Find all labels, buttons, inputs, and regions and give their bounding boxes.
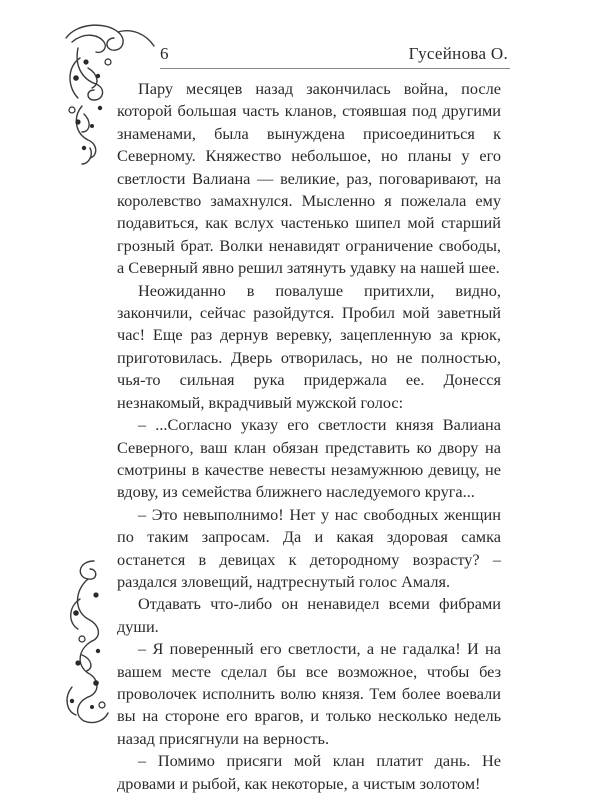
running-head: Гусейнова О.: [408, 44, 508, 63]
paragraph: Пару месяцев назад закончилась война, после которой большая часть кланов, стоявшая под другими знаменами, была вынуждена присоединиться к Северному. Княжество небольшое, но планы у его светлости Валиана — великие, раз, поговаривают, на королевство замахнулся. Мысленно я пожелала ему подавиться, как вслух частенько шипел мой старший грозный брат. Волки ненавидят ограничение свободы, а Северный явно решил затянуть удавку на нашей шее.: [117, 79, 501, 278]
paragraph: – Это невыполнимо! Нет у нас свободных женщин по таким запросам. Да и какая здоровая самка останется в девицах к детородному возрасту? – раздался зловещий, надтреснутый голос Амаля.: [117, 504, 501, 591]
paragraph: – Помимо присяги мой клан платит дань. Не дровами и рыбой, как некоторые, а чистым золотом!: [117, 751, 501, 793]
paragraph: – ...Согласно указу его светлости князя Валиана Северного, ваш клан обязан представить ко двору на смотрины в качестве невесты незамужнюю девицу, не вдову, из семейства ближнего наследуемого круга...: [117, 415, 501, 502]
body-text: [117, 78, 501, 795]
paragraph: Неожиданно в повалуше притихли, видно, закончили, сейчас разойдутся. Пробил мой заветный час! Еще раз дернув веревку, зацепленную за крюк, приготовилась. Дверь отворилась, но не полностью, чья-то сильная рука придержала ее. Донесся незнакомый, вкрадчивый мужской голос:: [117, 280, 501, 412]
header-divider: [160, 68, 510, 69]
paragraph: Отдавать что-либо он ненавидел всеми фибрами души.: [117, 594, 501, 636]
paragraph: – Я поверенный его светлости, а не гадалка! И на вашем месте сделал бы все возможное, чтобы без проволочек исполнить волю князя. Тем более воевали вы на стороне его врагов, и только несколько недель назад присягнули на верность.: [117, 639, 501, 748]
bottom-left-flourish-ornament: [58, 555, 118, 730]
page-number: 6: [160, 44, 169, 63]
